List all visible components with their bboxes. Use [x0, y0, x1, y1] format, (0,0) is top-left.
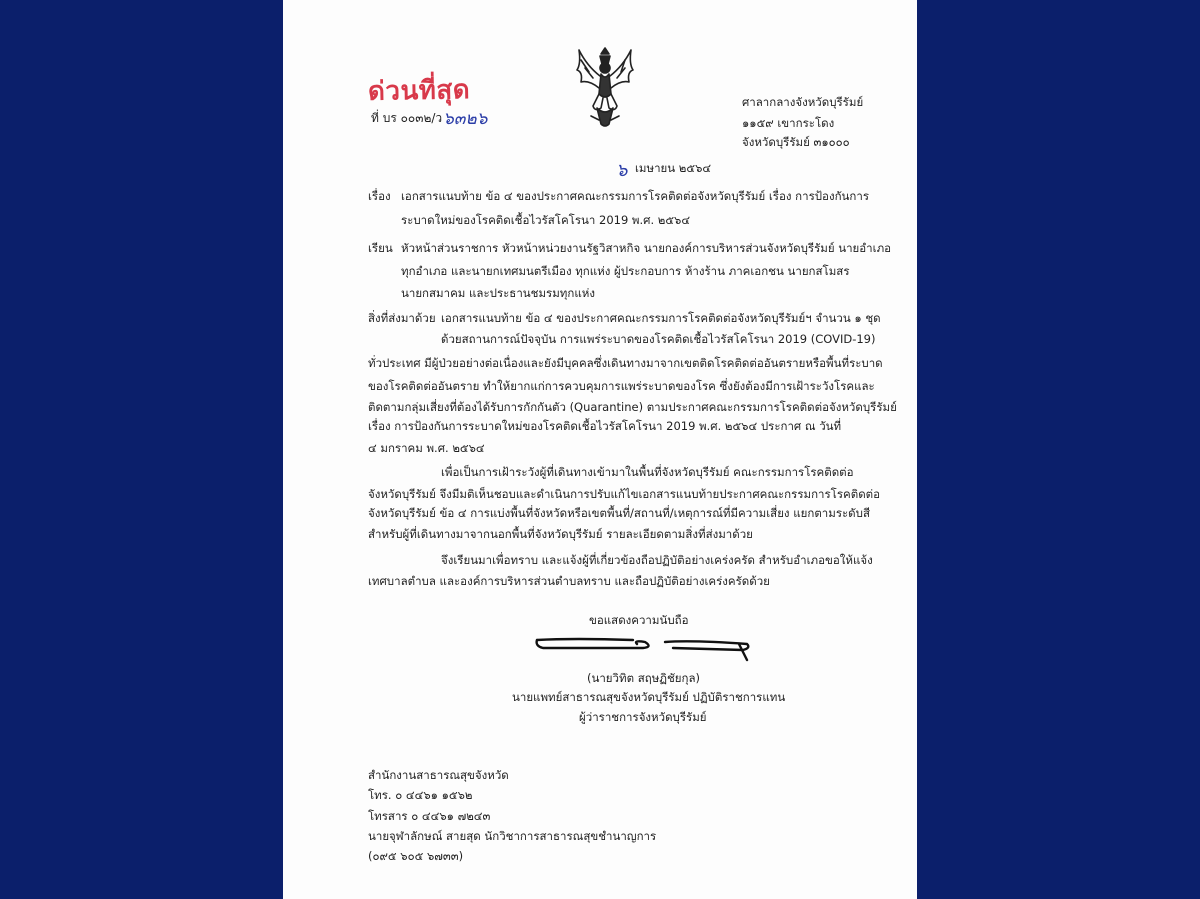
- para1-line-2: ทั่วประเทศ มีผู้ป่วยอย่างต่อเนื่องและยังมีบุคคลซึ่งเดินทางมาจากเขตติดโรคติดต่ออันตรายหรือพื้นที่ระบาด: [368, 356, 883, 370]
- footer-phone: โทร. ๐ ๔๔๖๑ ๑๕๖๒: [368, 788, 473, 802]
- letter-page: [283, 0, 917, 899]
- para1-line-3: ของโรคติดต่ออันตราย ทำให้ยากแก่การควบคุมการแพร่ระบาดของโรค ซึ่งยังต้องมีการเฝ้าระวังโรคและ: [368, 379, 875, 393]
- subject-line-2: ระบาดใหม่ของโรคติดเชื้อไวรัสโคโรนา 2019 พ.ศ. ๒๕๖๔: [401, 213, 691, 227]
- para1-line-1: ด้วยสถานการณ์ปัจจุบัน การแพร่ระบาดของโรคติดเชื้อไวรัสโคโรนา 2019 (COVID-19): [441, 332, 876, 346]
- to-line-1: หัวหน้าส่วนราชการ หัวหน้าหน่วยงานรัฐวิสาหกิจ นายกองค์การบริหารส่วนจังหวัดบุรีรัมย์ นายอำเภอ: [401, 241, 892, 255]
- para2-line-2: จังหวัดบุรีรัมย์ จึงมีมติเห็นชอบและดำเนินการปรับแก้ไขเอกสารแนบท้ายประกาศคณะกรรมการโรคติดต่อ: [368, 487, 881, 501]
- to-label: เรียน: [368, 241, 393, 255]
- subject-label: เรื่อง: [368, 189, 391, 203]
- enclosure-text: เอกสารแนบท้าย ข้อ ๔ ของประกาศคณะกรรมการโรคติดต่อจังหวัดบุรีรัมย์ฯ จำนวน ๑ ชุด: [441, 311, 881, 325]
- garuda-emblem-icon: [573, 44, 637, 130]
- doc-number-handwritten: ๖๓๒๖: [443, 109, 488, 129]
- closing: ขอแสดงความนับถือ: [589, 613, 689, 627]
- para1-line-4: ติดตามกลุ่มเสี่ยงที่ต้องได้รับการกักกันตัว (Quarantine) ตามประกาศคณะกรรมการโรคติดต่อจังหวัดบุรีรัมย์: [368, 400, 897, 414]
- date-day-handwritten: ๖: [616, 160, 628, 181]
- signer-title-2: ผู้ว่าราชการจังหวัดบุรีรัมย์: [579, 710, 707, 724]
- para2-line-4: สำหรับผู้ที่เดินทางมาจากนอกพื้นที่จังหวัดบุรีรัมย์ รายละเอียดตามสิ่งที่ส่งมาด้วย: [368, 527, 753, 541]
- to-line-3: นายกสมาคม และประธานชมรมทุกแห่ง: [401, 286, 595, 300]
- signer-title-1: นายแพทย์สาธารณสุขจังหวัดบุรีรัมย์ ปฏิบัติราชการแทน: [512, 690, 786, 704]
- address-line-3: จังหวัดบุรีรัมย์ ๓๑๐๐๐: [742, 135, 850, 149]
- para1-line-6: ๔ มกราคม พ.ศ. ๒๕๖๔: [368, 441, 485, 455]
- address-line-1: ศาลากลางจังหวัดบุรีรัมย์: [742, 95, 864, 109]
- urgent-stamp: ด่วนที่สุด: [367, 75, 471, 107]
- address-line-2: ๑๑๕๙ เขากระโดง: [742, 116, 835, 130]
- date-text: เมษายน ๒๕๖๔: [635, 161, 712, 175]
- para2-line-3: จังหวัดบุรีรัมย์ ข้อ ๔ การแบ่งพื้นที่จังหวัดหรือเขตพื้นที่/สถานที่/เหตุการณ์ที่มีความเสี่ยง แยกตามระดับสี: [368, 506, 870, 520]
- footer-mobile: (๐๙๕ ๖๐๕ ๖๗๓๓): [368, 849, 464, 863]
- doc-number-label: ที่ บร ๐๐๓๒/ว: [371, 111, 443, 125]
- signature-icon: [533, 630, 763, 662]
- footer-fax: โทรสาร ๐ ๔๔๖๑ ๗๒๔๓: [368, 809, 491, 823]
- to-line-2: ทุกอำเภอ และนายกเทศมนตรีเมือง ทุกแห่ง ผู้ประกอบการ ห้างร้าน ภาคเอกชน นายกสโมสร: [401, 264, 850, 278]
- para3-line-2: เทศบาลตำบล และองค์การบริหารส่วนตำบลทราบ และถือปฏิบัติอย่างเคร่งครัดด้วย: [368, 574, 770, 588]
- para2-line-1: เพื่อเป็นการเฝ้าระวังผู้ที่เดินทางเข้ามาในพื้นที่จังหวัดบุรีรัมย์ คณะกรรมการโรคติดต่อ: [441, 465, 854, 479]
- para1-line-5: เรื่อง การป้องกันการระบาดใหม่ของโรคติดเชื้อไวรัสโคโรนา 2019 พ.ศ. ๒๕๖๔ ประกาศ ณ วันที่: [368, 419, 842, 433]
- footer-contact: นายจุฬาลักษณ์ สายสุด นักวิชาการสาธารณสุขชำนาญการ: [368, 829, 657, 843]
- para3-line-1: จึงเรียนมาเพื่อทราบ และแจ้งผู้ที่เกี่ยวข้องถือปฏิบัติอย่างเคร่งครัด สำหรับอำเภอขอให้แจ้ง: [441, 553, 873, 567]
- subject-line-1: เอกสารแนบท้าย ข้อ ๔ ของประกาศคณะกรรมการโรคติดต่อจังหวัดบุรีรัมย์ เรื่อง การป้องกันการ: [401, 189, 870, 203]
- enclosure-label: สิ่งที่ส่งมาด้วย: [368, 311, 436, 325]
- signer-name: (นายวิทิต สฤษฏิชัยกุล): [587, 671, 701, 685]
- footer-office: สำนักงานสาธารณสุขจังหวัด: [368, 768, 509, 782]
